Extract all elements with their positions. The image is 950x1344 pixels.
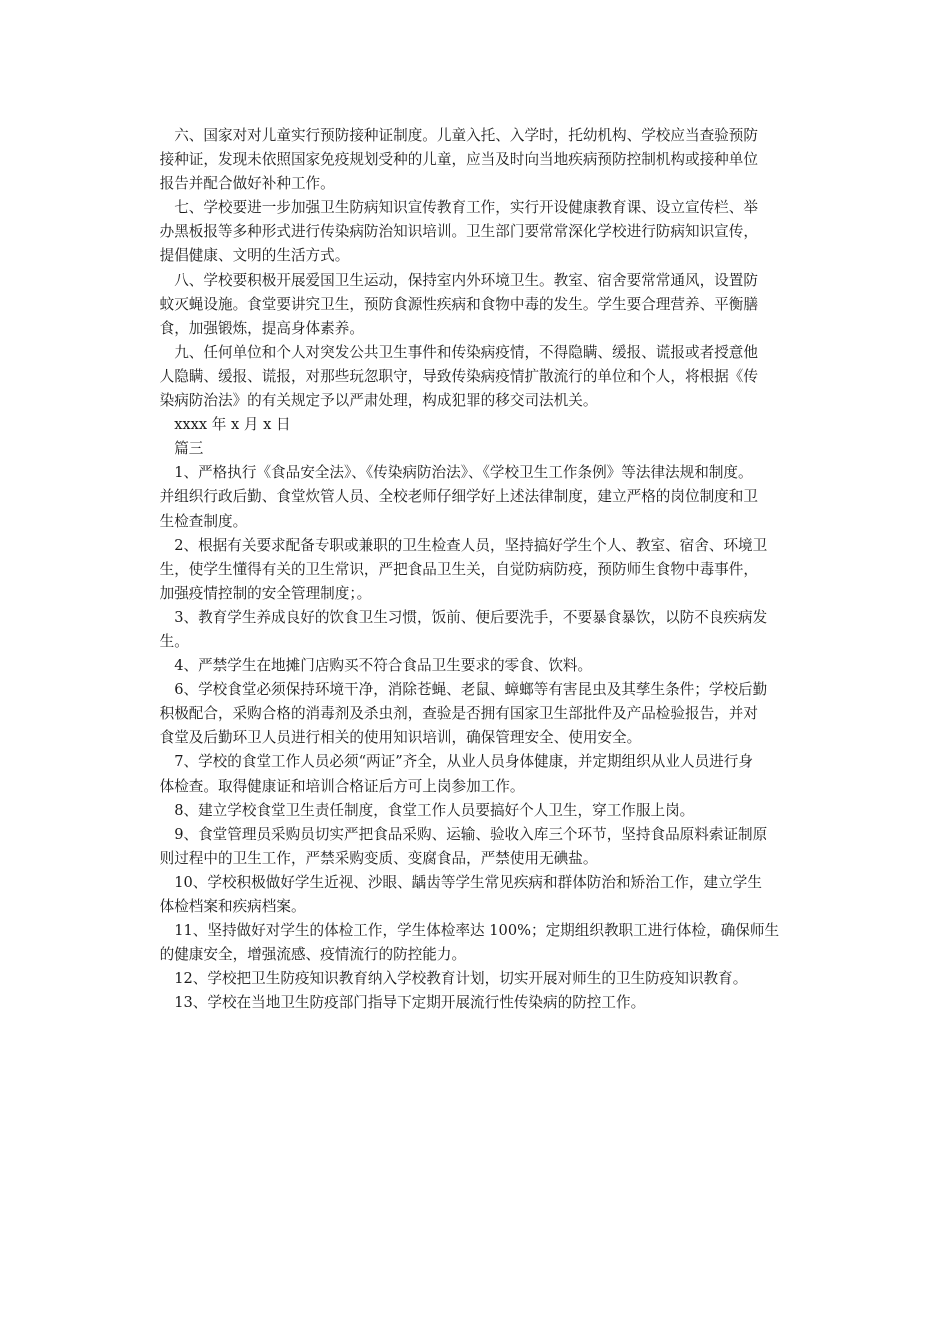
text-line: 人隐瞒、缓报、谎报，对那些玩忽职守，导致传染病疫情扩散流行的单位和个人，将根据《传 <box>159 367 758 385</box>
paragraph <box>145 991 820 1015</box>
text-line: 则过程中的卫生工作，严禁采购变质、变腐食品，严禁使用无碘盐。 <box>159 849 598 867</box>
text-line: 六、国家对对儿童实行预防接种证制度。儿童入托、入学时，托幼机构、学校应当查验预防 <box>174 127 758 144</box>
paragraph <box>145 534 820 606</box>
text-line: 4、严禁学生在地摊门店购买不符合食品卫生要求的零食、饮料。 <box>174 657 593 675</box>
paragraph <box>145 678 820 750</box>
text-line: 10、学校积极做好学生近视、沙眼、龋齿等学生常见疾病和群体防治和矫治工作，建立学生 <box>174 873 762 891</box>
document-body <box>145 124 820 1015</box>
paragraph <box>145 461 820 533</box>
text-line: 接种证，发现未依照国家免疫规划受种的儿童，应当及时向当地疾病预防控制机构或接种单位 <box>159 151 758 169</box>
text-line: 12、学校把卫生防疫知识教育纳入学校教育计划，切实开展对师生的卫生防疫知识教育。 <box>174 970 748 988</box>
text-line: 提倡健康、文明的生活方式。 <box>159 247 350 265</box>
paragraph <box>145 124 820 196</box>
text-line: 体检查。取得健康证和培训合格证后方可上岗参加工作。 <box>159 777 525 795</box>
text-line: 八、学校要积极开展爱国卫生运动，保持室内外环境卫生。教室、宿舍要常常通风，设置防 <box>174 271 758 289</box>
paragraph <box>145 654 820 678</box>
text-line: 加强疫情控制的安全管理制度；。 <box>159 584 372 602</box>
paragraph <box>145 341 820 413</box>
text-line: 6、学校食堂必须保持环境干净，消除苍蝇、老鼠、蟑螂等有害昆虫及其孳生条件；学校后勤 <box>174 681 768 699</box>
text-line: 七、学校要进一步加强卫生防病知识宣传教育工作，实行开设健康教育课、设立宣传栏、举 <box>174 199 758 217</box>
text-line: 生。 <box>159 632 189 650</box>
text-line: 积极配合，采购合格的消毒剂及杀虫剂，查验是否拥有国家卫生部批件及产品检验报告，并对 <box>159 705 758 723</box>
text-line: 7、学校的食堂工作人员必须“两证”齐全，从业人员身体健康，并定期组织从业人员进行身 <box>174 753 753 771</box>
text-line: 13、学校在当地卫生防疫部门指导下定期开展流行性传染病的防控工作。 <box>174 994 646 1012</box>
text-line: 11、坚持做好对学生的体检工作，学生体检率达 100%；定期组织教职工进行体检，确保师生 <box>174 922 780 940</box>
paragraph <box>145 413 820 437</box>
text-line: 8、建立学校食堂卫生责任制度，食堂工作人员要搞好个人卫生，穿工作服上岗。 <box>174 801 695 819</box>
text-line: 染病防治法》的有关规定予以严肃处理，构成犯罪的移交司法机关。 <box>159 392 598 410</box>
paragraph <box>145 750 820 798</box>
text-line: xxxx 年 x 月 x 日 <box>174 416 291 434</box>
text-line: 食，加强锻炼，提高身体素养。 <box>159 319 364 337</box>
text-line: 体检档案和疾病档案。 <box>159 898 306 915</box>
text-line: 篇三 <box>174 440 204 458</box>
paragraph <box>145 799 820 823</box>
text-line: 9、食堂管理员采购员切实严把食品采购、运输、验收入库三个环节，坚持食品原料索证制原 <box>174 825 768 843</box>
paragraph <box>145 606 820 654</box>
paragraph <box>145 919 820 967</box>
text-line: 蚊灭蝇设施。食堂要讲究卫生，预防食源性疾病和食物中毒的发生。学生要合理营养、平衡膳 <box>159 295 758 313</box>
text-line: 生检查制度。 <box>159 512 248 530</box>
text-line: 食堂及后勤环卫人员进行相关的使用知识培训，确保管理安全、使用安全。 <box>159 729 642 747</box>
text-line: 生，使学生懂得有关的卫生常识，严把食品卫生关，自觉防病防疫，预防师生食物中毒事件， <box>159 560 758 578</box>
paragraph <box>145 437 820 461</box>
paragraph <box>145 196 820 268</box>
text-line: 报告并配合做好补种工作。 <box>159 175 335 193</box>
text-line: 3、教育学生养成良好的饮食卫生习惯，饭前、便后要洗手，不要暴食暴饮，以防不良疾病发 <box>174 608 768 626</box>
text-line: 九、任何单位和个人对突发公共卫生事件和传染病疫情，不得隐瞒、缓报、谎报或者授意他 <box>174 343 758 361</box>
text-line: 的健康安全，增强流感、疫情流行的防控能力。 <box>159 946 467 964</box>
paragraph <box>145 967 820 991</box>
paragraph <box>145 269 820 341</box>
text-line: 办黑板报等多种形式进行传染病防治知识培训。卫生部门要常常深化学校进行防病知识宣传， <box>159 223 758 241</box>
paragraph <box>145 871 820 919</box>
text-line: 并组织行政后勤、食堂炊管人员、全校老师仔细学好上述法律制度，建立严格的岗位制度和卫 <box>159 488 758 506</box>
paragraph <box>145 823 820 871</box>
text-line: 2、根据有关要求配备专职或兼职的卫生检查人员，坚持搞好学生个人、教室、宿舍、环境卫 <box>174 536 768 554</box>
text-line: 1、严格执行《食品安全法》、《传染病防治法》、《学校卫生工作条例》等法律法规和制度。 <box>174 464 753 482</box>
